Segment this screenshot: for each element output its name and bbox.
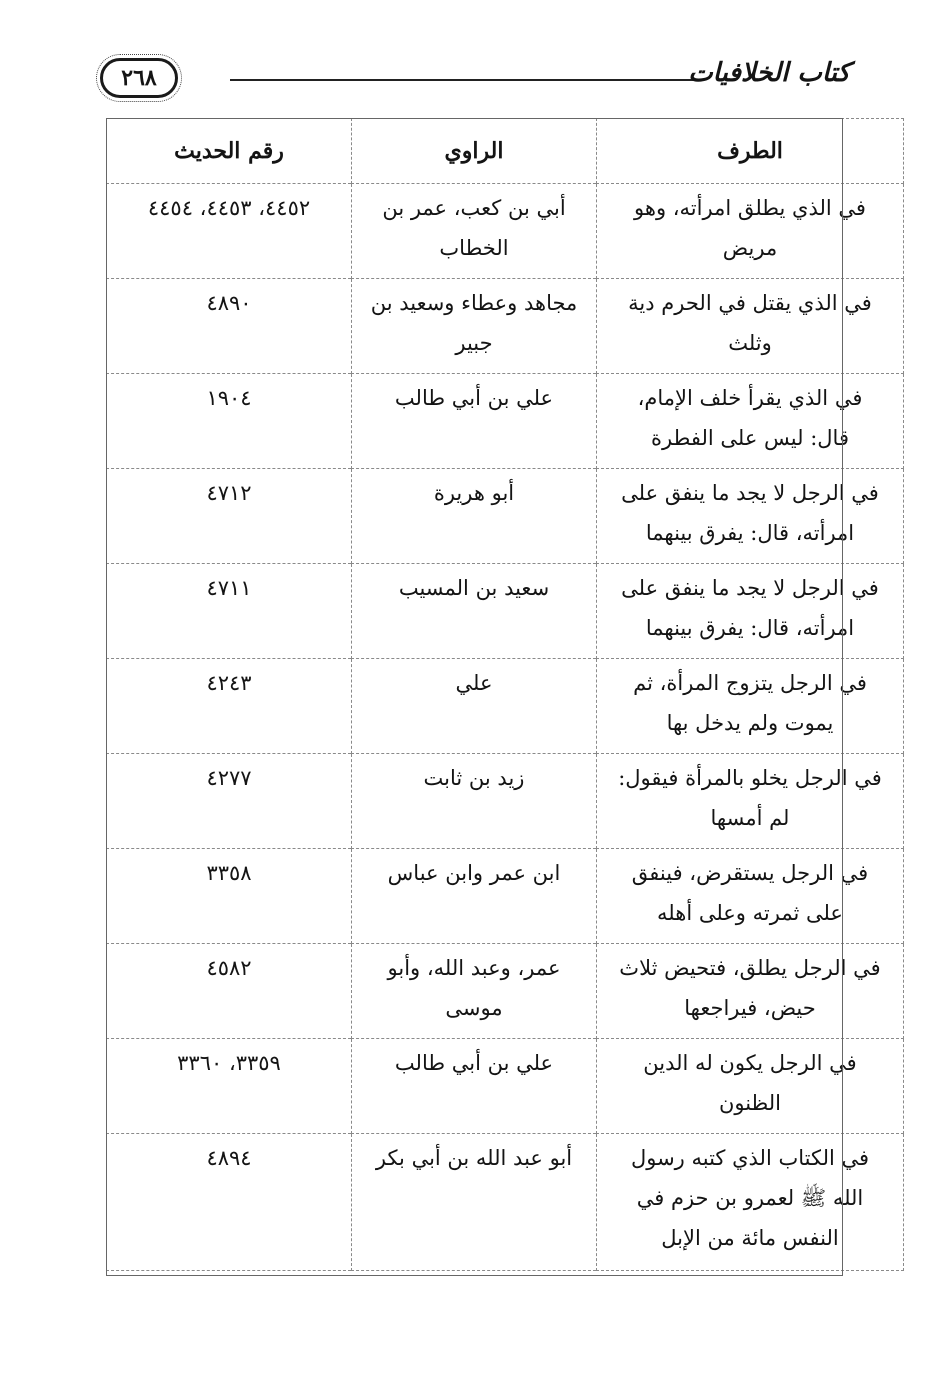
cell-taraf: في الرجل يتزوج المرأة، ثم يموت ولم يدخل بها	[597, 659, 904, 754]
cell-rawi: أبو هريرة	[352, 469, 597, 564]
cell-rawi: مجاهد وعطاء وسعيد بن جبير	[352, 279, 597, 374]
table-header-row	[107, 119, 904, 184]
book-title: كتاب الخلافيات	[688, 58, 850, 88]
cell-taraf: في الرجل لا يجد ما ينفق على امرأته، قال: يفرق بينهما	[597, 564, 904, 659]
table-row	[107, 184, 904, 279]
table-row	[107, 564, 904, 659]
column-header-rawi: الراوي	[352, 119, 597, 184]
table-row	[107, 469, 904, 564]
cell-taraf: في الرجل يستقرض، فينفق على ثمرته وعلى أهله	[597, 849, 904, 944]
cell-rawi: ابن عمر وابن عباس	[352, 849, 597, 944]
table-row	[107, 279, 904, 374]
cell-rawi: زيد بن ثابت	[352, 754, 597, 849]
cell-raqm: ٤٨٩٤	[107, 1134, 352, 1271]
cell-raqm: ٤٤٥٢، ٤٤٥٣، ٤٤٥٤	[107, 184, 352, 279]
page-header	[100, 58, 850, 106]
table-row	[107, 1039, 904, 1134]
hadith-index-table	[106, 118, 904, 1271]
table-row	[107, 754, 904, 849]
cell-taraf: في الذي يطلق امرأته، وهو مريض	[597, 184, 904, 279]
cell-raqm: ٤٥٨٢	[107, 944, 352, 1039]
cell-raqm: ٣٣٥٨	[107, 849, 352, 944]
header-divider	[230, 79, 700, 81]
table-row	[107, 944, 904, 1039]
cell-taraf: في الرجل لا يجد ما ينفق على امرأته، قال: يفرق بينهما	[597, 469, 904, 564]
table-row	[107, 659, 904, 754]
page-number: ٢٦٨	[121, 65, 157, 91]
cell-raqm: ٤٢٤٣	[107, 659, 352, 754]
cell-raqm: ٤٧١٢	[107, 469, 352, 564]
cell-taraf: في الكتاب الذي كتبه رسول الله ﷺ لعمرو بن حزم في النفس مائة من الإبل	[597, 1134, 904, 1271]
cell-rawi: علي	[352, 659, 597, 754]
table-row	[107, 1134, 904, 1271]
cell-taraf: في الذي يقرأ خلف الإمام، قال: ليس على الفطرة	[597, 374, 904, 469]
cell-raqm: ٤٢٧٧	[107, 754, 352, 849]
cell-taraf: في الذي يقتل في الحرم دية وثلث	[597, 279, 904, 374]
cell-raqm: ١٩٠٤	[107, 374, 352, 469]
column-header-raqm: رقم الحديث	[107, 119, 352, 184]
table-row	[107, 374, 904, 469]
cell-raqm: ٤٨٩٠	[107, 279, 352, 374]
cell-raqm: ٤٧١١	[107, 564, 352, 659]
cell-rawi: علي بن أبي طالب	[352, 374, 597, 469]
cell-raqm: ٣٣٥٩، ٣٣٦٠	[107, 1039, 352, 1134]
cell-taraf: في الرجل يكون له الدين الظنون	[597, 1039, 904, 1134]
cell-taraf: في الرجل يخلو بالمرأة فيقول: لم أمسها	[597, 754, 904, 849]
column-header-taraf: الطرف	[597, 119, 904, 184]
cell-rawi: علي بن أبي طالب	[352, 1039, 597, 1134]
cell-rawi: أبي بن كعب، عمر بن الخطاب	[352, 184, 597, 279]
page-number-badge	[100, 58, 178, 98]
cell-rawi: سعيد بن المسيب	[352, 564, 597, 659]
cell-taraf: في الرجل يطلق، فتحيض ثلاث حيض، فيراجعها	[597, 944, 904, 1039]
cell-rawi: عمر، وعبد الله، وأبو موسى	[352, 944, 597, 1039]
cell-rawi: أبو عبد الله بن أبي بكر	[352, 1134, 597, 1271]
table-row	[107, 849, 904, 944]
